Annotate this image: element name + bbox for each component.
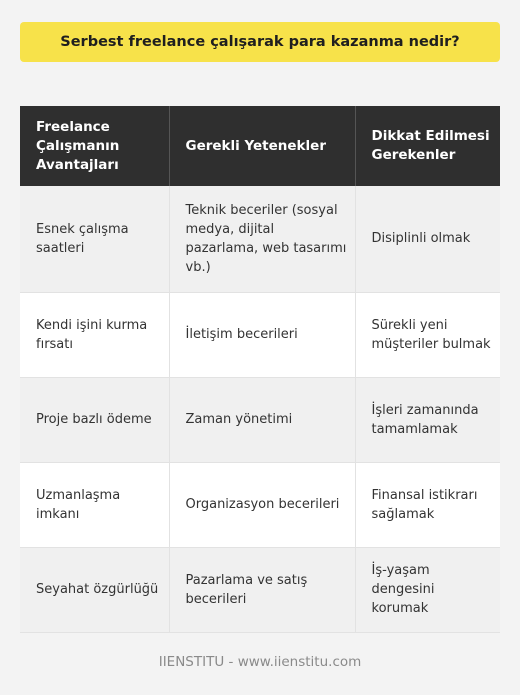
table-row [20, 547, 500, 632]
cell-advantage: Proje bazlı ödeme [20, 377, 169, 462]
cell-advantage: Uzmanlaşma imkanı [20, 462, 169, 547]
table-header-row [20, 106, 500, 186]
cell-advantage: Seyahat özgürlüğü [20, 547, 169, 632]
cell-consideration: Sürekli yeni müşteriler bulmak [355, 292, 500, 377]
cell-skill: Organizasyon becerileri [169, 462, 355, 547]
table-header [20, 106, 500, 186]
cell-skill: Pazarlama ve satış becerileri [169, 547, 355, 632]
cell-skill: Zaman yönetimi [169, 377, 355, 462]
table-body [20, 186, 500, 632]
header-advantages: Freelance Çalışmanın Avantajları [20, 106, 169, 186]
cell-consideration: Finansal istikrarı sağlamak [355, 462, 500, 547]
cell-consideration: İş-yaşam dengesini korumak [355, 547, 500, 632]
cell-consideration: İşleri zamanında tamamlamak [355, 377, 500, 462]
comparison-table [20, 106, 500, 633]
header-skills: Gerekli Yetenekler [169, 106, 355, 186]
header-considerations: Dikkat Edilmesi Gerekenler [355, 106, 500, 186]
cell-skill: İletişim becerileri [169, 292, 355, 377]
cell-skill: Teknik beceriler (sosyal medya, dijital pazarlama, web tasarımı vb.) [169, 186, 355, 292]
title-banner [20, 22, 500, 62]
table-row [20, 292, 500, 377]
footer-credit: IIENSTITU - www.iienstitu.com [158, 654, 362, 670]
cell-consideration: Disiplinli olmak [355, 186, 500, 292]
table-row [20, 462, 500, 547]
cell-advantage: Kendi işini kurma fırsatı [20, 292, 169, 377]
table-row [20, 377, 500, 462]
cell-advantage: Esnek çalışma saatleri [20, 186, 169, 292]
table-row [20, 186, 500, 292]
page-title: Serbest freelance çalışarak para kazanma nedir? [60, 34, 460, 50]
